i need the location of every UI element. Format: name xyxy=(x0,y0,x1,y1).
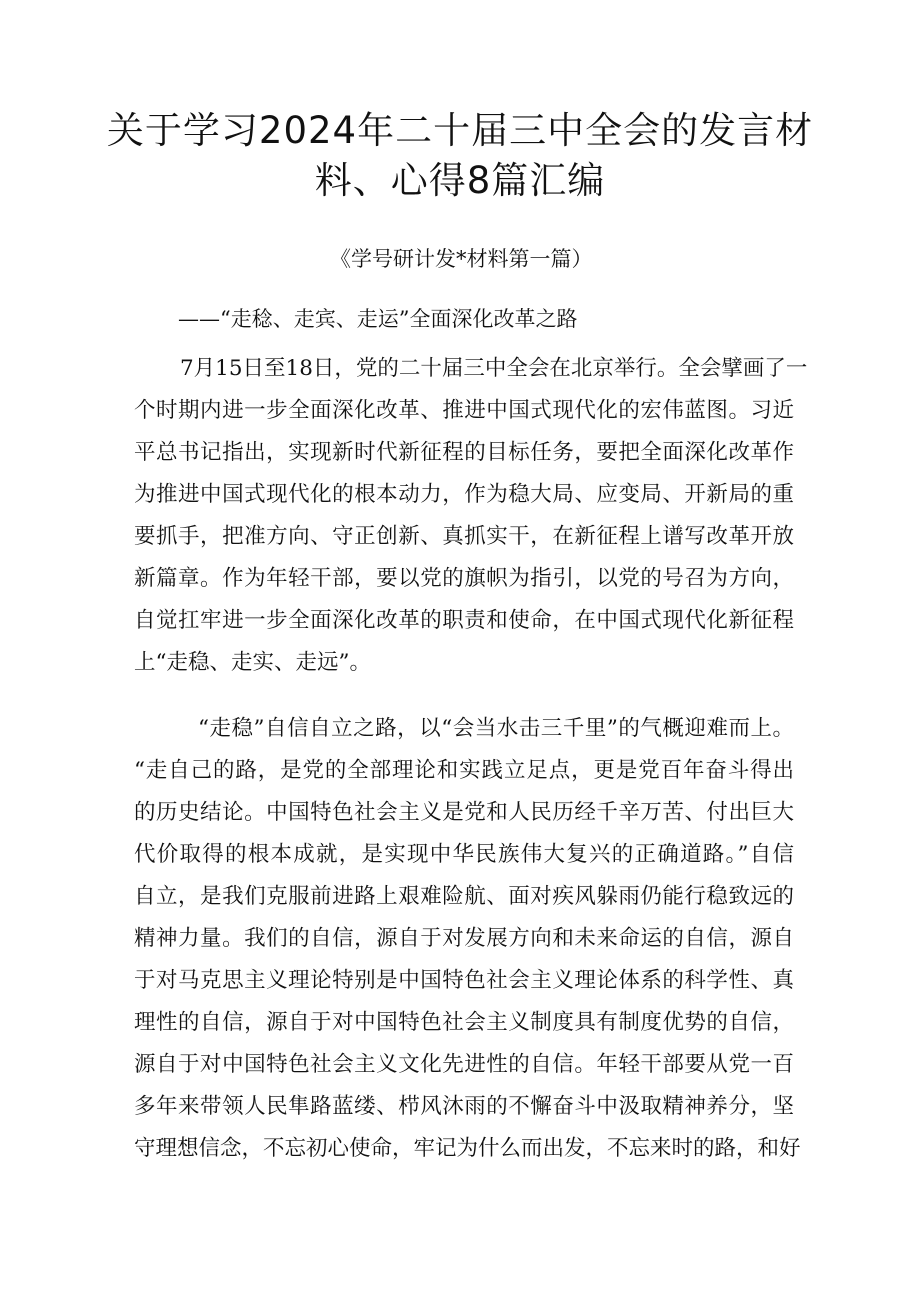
section-heading: 《学号研计发*材料第一篇） xyxy=(330,247,593,271)
paragraph-line: 上“走稳、走实、走远”。 xyxy=(134,650,371,675)
paragraph-line: “走自己的路，是党的全部理论和实践立足点，更是党百年奋斗得出 xyxy=(134,758,794,783)
paragraph-line: 于对马克思主义理论特别是中国特色社会主义理论体系的科学性、真 xyxy=(134,968,794,993)
document-title-line-1: 关于学习2024年二十届三中全会的发言材 xyxy=(106,109,814,152)
paragraph-line: 守理想信念，不忘初心使命，牢记为什么而出发，不忘来时的路，和好 xyxy=(134,1136,801,1161)
paragraph-line: 多年来带领人民隼路蓝缕、栉风沐雨的不懈奋斗中汲取精神养分，坚 xyxy=(134,1094,794,1119)
paragraph-line: 平总书记指出，实现新时代新征程的目标任务，要把全面深化改革作 xyxy=(134,440,794,465)
section-subtitle: ——“走稔、走宾、走运”全面深化改革之路 xyxy=(178,307,578,331)
paragraph-line: 源自于对中国特色社会主义文化先进性的自信。年轻干部要从党一百 xyxy=(134,1052,794,1077)
paragraph-line: 精神力量。我们的自信，源自于对发展方向和未来命运的自信，源自 xyxy=(134,926,794,951)
paragraph-line: 为推进中国式现代化的根本动力，作为稳大局、应变局、开新局的重 xyxy=(134,482,794,507)
paragraph-line: “走稳”自信自立之路，以“会当水击三千里”的气概迎难而上。 xyxy=(198,716,794,741)
paragraph-1 xyxy=(134,348,808,684)
paragraph-line: 7月15日至18日，党的二十届三中全会在北京举行。全会擘画了一 xyxy=(180,356,808,381)
paragraph-line: 个时期内进一步全面深化改革、推进中国式现代化的宏伟蓝图。习近 xyxy=(134,398,794,423)
paragraph-line: 自觉扛牢进一步全面深化改革的职责和使命，在中国式现代化新征程 xyxy=(134,608,794,633)
paragraph-line: 代价取得的根本成就，是实现中华民族伟大复兴的正确道路。”自信 xyxy=(134,842,794,867)
paragraph-line: 的历史结论。中国特色社会主义是党和人民历经千辛万苦、付出巨大 xyxy=(134,800,794,825)
paragraph-line: 理性的自信，源自于对中国特色社会主义制度具有制度优势的自信， xyxy=(134,1010,794,1035)
paragraph-line: 要抓手，把准方向、守正创新、真抓实干，在新征程上谱写改革开放 xyxy=(134,524,794,549)
document-title-line-2: 料、心得8篇汇编 xyxy=(314,159,606,202)
paragraph-line: 新篇章。作为年轻干部，要以党的旗帜为指引，以党的号召为方向， xyxy=(134,566,794,591)
paragraph-2 xyxy=(134,708,801,1170)
paragraph-line: 自立，是我们克服前进路上艰难险航、面对疾风躲雨仍能行稳致远的 xyxy=(134,884,794,909)
